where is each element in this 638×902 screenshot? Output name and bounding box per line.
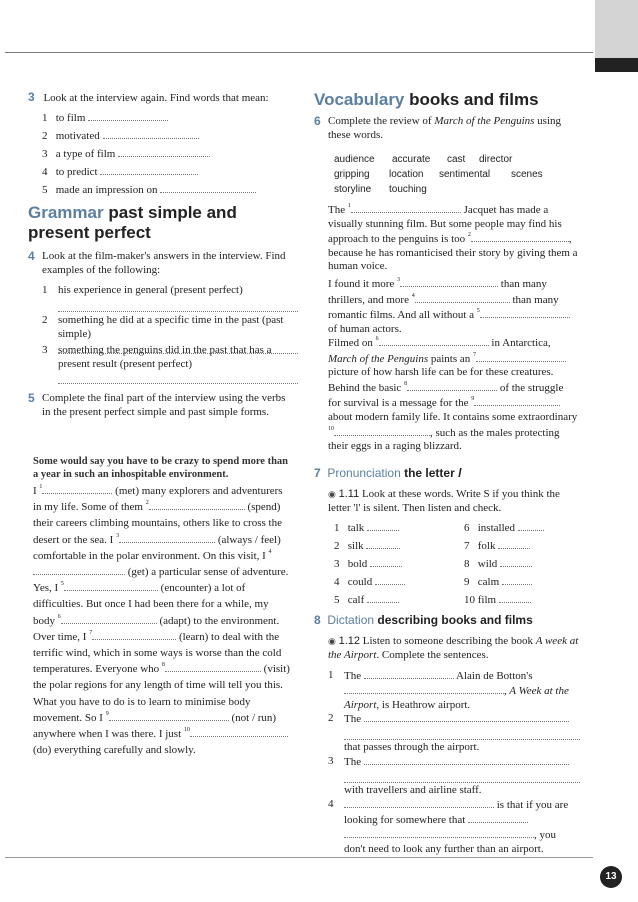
answer-line[interactable] (344, 769, 580, 783)
answer-blank[interactable] (499, 592, 531, 603)
answer-blank[interactable] (88, 110, 168, 121)
answer-blank[interactable] (471, 231, 569, 242)
list-item: 9 calm (464, 574, 584, 589)
answer-blank[interactable] (119, 532, 215, 543)
answer-line[interactable] (58, 298, 298, 312)
answer-blank[interactable] (165, 661, 261, 672)
answer-blank[interactable] (379, 335, 489, 346)
answer-blank[interactable] (476, 351, 566, 362)
word-box: audience accurate cast director gripping location sentimental scenes storyline touching (334, 154, 543, 195)
answer-blank[interactable] (344, 827, 534, 838)
exercise-instruction: Look at the film-maker's answers in the interview. Find examples of the following: (42, 250, 286, 276)
answer-blank[interactable] (468, 812, 528, 823)
ex4-item-1: 1 his experience in general (present perfect) (42, 283, 292, 297)
answer-blank[interactable] (42, 483, 112, 494)
answer-blank[interactable] (364, 711, 569, 722)
grammar-heading: Grammar past simple and present perfect (28, 203, 237, 242)
answer-blank[interactable] (92, 629, 176, 640)
answer-blank[interactable] (474, 395, 560, 406)
page-number: 13 (600, 866, 622, 888)
list-item: 2 silk (334, 538, 454, 553)
interview-answer: I $^1$ (met) many explorers and adventurers in my life. Some of them $^2$ (spend) their careers climbing mountains, others like to cross the desert or the sea. I $^3$ (always / feel) comfortable in the polar environment. On this visit, I $^4$ (get) a particular sense of adventure. Yes, I $^5$ (encounter) a lot of difficulties. But once I had been there for a while, my body $^6$ (adapt) to the environment. Over time, I $^7$ (learn) to deal with the terrific wind, which in some ways is worse than the cold temperatures. Everyone who $^8$ (visit) the polar regions for any length of time will tell you this. What you have to do is to learn to minimise body movement. So I $^9$ (not / run) anywhere when I was there. I just $^{10}$ (do) everything carefully and slowly. (33, 484, 290, 757)
list-item: 4 to predict (42, 164, 282, 179)
list-item: 1 talk (334, 520, 454, 535)
audio-cd-icon[interactable]: ◉ (328, 489, 336, 499)
ex3-list (42, 110, 282, 200)
answer-blank[interactable] (364, 754, 569, 765)
list-item: 10 film (464, 592, 584, 607)
exercise-6 (314, 114, 584, 141)
answer-blank[interactable] (103, 128, 199, 139)
exercise-5 (28, 391, 298, 418)
answer-blank[interactable] (109, 710, 229, 721)
answer-blank[interactable] (415, 292, 510, 303)
exercise-7-heading: 7 Pronunciation the letter l (314, 466, 462, 480)
answer-blank[interactable] (100, 164, 198, 175)
answer-blank[interactable] (502, 574, 532, 585)
ex7-right-list (464, 520, 584, 610)
review-para-1: The $^1$ Jacquet has made a visually stunning film. But some people may find his approach to the penguins is too $^2$ , because he has romanticised their story by giving them a human voice. (328, 203, 578, 273)
exercise-number: 3 (28, 90, 35, 104)
dictation-4: 4 is that if you are looking for somewhere that , you don't need to look any further than an airport. (328, 798, 569, 855)
answer-blank[interactable] (190, 726, 288, 737)
answer-blank[interactable] (364, 668, 454, 679)
ex4-item-2: 2 something he did at a specific time in the past (past simple) (42, 313, 292, 327)
answer-blank[interactable] (480, 307, 570, 318)
list-item: 3 bold (334, 556, 454, 571)
list-item: 5 made an impression on (42, 182, 282, 197)
exercise-number: 4 (28, 249, 35, 263)
exercise-instruction: Complete the review of March of the Penguins using these words. (328, 115, 562, 141)
top-rule (5, 52, 593, 53)
answer-blank[interactable] (118, 146, 210, 157)
exercise-8-heading: 8 Dictation describing books and films (314, 613, 533, 627)
bottom-rule (5, 857, 593, 858)
answer-blank[interactable] (518, 520, 544, 531)
answer-blank[interactable] (344, 683, 504, 694)
dictation-2: 2 The that passes through the airport. (328, 711, 580, 725)
list-item: 6 installed (464, 520, 584, 535)
dictation-3: 3 The with travellers and airline staff. (328, 754, 580, 768)
page-tab-marker (595, 58, 638, 72)
answer-blank[interactable] (351, 202, 461, 213)
dictation-1: 1 The Alain de Botton's , A Week at the Airport, is Heathrow airport. (328, 669, 569, 711)
exercise-instruction: Complete the final part of the interview using the verbs in the present perfect simple and past simple forms. (42, 392, 286, 418)
list-item: 7 folk (464, 538, 584, 553)
list-item: 3 a type of film (42, 146, 282, 161)
exercise-number: 5 (28, 391, 35, 405)
answer-blank[interactable] (33, 564, 125, 575)
audio-cd-icon[interactable]: ◉ (328, 636, 336, 646)
answer-line[interactable] (344, 726, 580, 740)
answer-blank[interactable] (344, 797, 494, 808)
answer-blank[interactable] (400, 276, 498, 287)
ex4-item-3: 3 something the penguins did in the past that has a present result (present perfect) (42, 343, 292, 357)
answer-blank[interactable] (500, 556, 532, 567)
review-para-3: Filmed on $^6$ in Antarctica, March of the Penguins paints an $^7$ picture of how harsh life can be for these creatures. Behind the basic $^8$ of the struggle for survival is a message for the $^9$ about modern family life. It contains some extraordinary $^{10}$ , such as the males protecting their eggs in a raging blizzard. (328, 336, 578, 453)
list-item: 1 to film (42, 110, 282, 125)
exercise-3 (28, 90, 298, 105)
answer-blank[interactable] (367, 520, 399, 531)
exercise-7-instruction: ◉ 1.11 Look at these words. Write S if you think the letter 'l' is silent. Then listen and check. (328, 488, 560, 514)
exercise-number: 6 (314, 114, 321, 128)
review-para-2: I found it more $^3$ than many thrillers, and more $^4$ than many romantic films. And all without a $^5$of human actors. (328, 276, 578, 336)
exercise-instruction: Look at the interview again. Find words that mean: (43, 92, 269, 104)
list-item: 2 motivated (42, 128, 282, 143)
answer-blank[interactable] (367, 592, 399, 603)
exercise-4 (28, 249, 298, 276)
answer-blank[interactable] (334, 425, 430, 436)
exercise-8-instruction: ◉ 1.12 Listen to someone describing the book A week at the Airport. Complete the sentences. (328, 635, 579, 661)
interview-question: Some would say you have to be crazy to spend more than a year in such an inhospitable environment. (33, 456, 289, 480)
vocabulary-heading: Vocabulary books and films (314, 90, 539, 109)
ex7-left-list (334, 520, 454, 610)
answer-blank[interactable] (498, 538, 530, 549)
answer-blank[interactable] (160, 182, 256, 193)
answer-blank[interactable] (375, 574, 405, 585)
list-item: 5 calf (334, 592, 454, 607)
answer-blank[interactable] (64, 580, 158, 591)
answer-blank[interactable] (149, 499, 245, 510)
list-item: 4 could (334, 574, 454, 589)
answer-blank[interactable] (370, 556, 402, 567)
answer-blank[interactable] (366, 538, 400, 549)
answer-blank[interactable] (407, 380, 497, 391)
answer-blank[interactable] (61, 613, 157, 624)
answer-line[interactable] (58, 370, 298, 384)
list-item: 8 wild (464, 556, 584, 571)
